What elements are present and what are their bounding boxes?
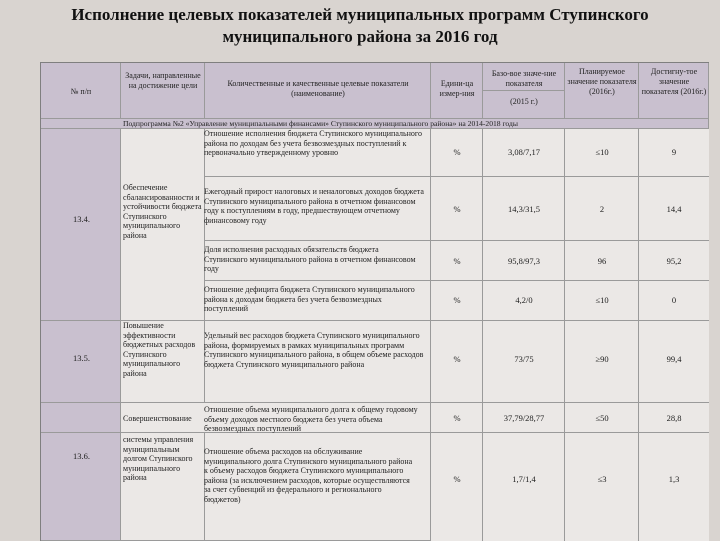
subprogram-title: Подпрограмма №2 «Управление муниципальными финансами» Ступинского муниципального района» на 2014-2018 годы [123, 119, 518, 128]
unit-value: % [453, 295, 461, 305]
base-value: 14,3/31,5 [507, 204, 541, 214]
indicator-text: Удельный вес расходов бюджета Ступинского муниципального района, формируемых в рамках муниципальных программ Ступинского муниципального района, в общем объеме расходов бюджета Ступинского муниципального района [204, 331, 424, 369]
indicator-text: Доля исполнения расходных обязательств бюджета Ступинского муниципального района в отчетном финансовом году [204, 245, 416, 274]
base-value: 1,7/1,4 [512, 474, 536, 484]
header-plan: Планируемое значение показателя (2016г.) [567, 67, 637, 96]
unit-value: % [453, 413, 461, 423]
actual-value: 28,8 [666, 413, 682, 423]
task-text: Совершенствование [123, 414, 192, 423]
actual-value: 14,4 [666, 204, 682, 214]
indicator-text: Отношение объема муниципального долга к общему годовому объему доходов местного бюджета без учета объема безвозмездных поступлений [204, 405, 418, 434]
task-text: Обеспечение сбалансированности и устойчивости бюджета Ступинского муниципального района [123, 183, 202, 240]
group-number: 13.5. [73, 353, 90, 363]
header-task: Задачи, направленные на достижение цели [125, 71, 201, 90]
plan-value: 2 [599, 204, 605, 214]
plan-value: 96 [597, 256, 607, 266]
header-actual: Достигну-тое значение показателя (2016г.) [641, 67, 707, 96]
indicator-text: Отношение объема расходов на обслуживание муниципального долга Ступинского муниципального района к объему расходов бюджета Ступинского муниципального района (за исключением расходов, которые осуществляются за счет субвенций из федерального и регионального бюджетов) [204, 447, 413, 504]
base-value: 37,79/28,77 [503, 413, 545, 423]
group-cell-13-6 [41, 433, 121, 541]
actual-value: 0 [671, 295, 677, 305]
group-number: 13.6. [73, 451, 90, 461]
page-title: Исполнение целевых показателей муниципальных программ Ступинского муниципального района за 2016 год [71, 5, 649, 46]
unit-value: % [453, 256, 461, 266]
plan-value: ≤10 [595, 295, 609, 305]
base-value: 73/75 [514, 354, 534, 364]
indicator-text: Ежегодный прирост налоговых и неналоговых доходов бюджета Ступинского муниципального района в отчетном финансовом году к поступлениям в году, предшествующем отчетному финансовому году [204, 187, 424, 225]
actual-value: 99,4 [666, 354, 682, 364]
group-number: 13.4. [73, 214, 90, 224]
header-indicator: Количественные и качественные целевые показатели (наименование) [227, 79, 409, 98]
header-base: Базо-вое значе-ние показателя [491, 69, 557, 88]
group-cell-13-4 [41, 129, 121, 321]
unit-value: % [453, 147, 461, 157]
plan-value: ≥90 [595, 354, 609, 364]
header-num: № п/п [70, 87, 92, 96]
header-base-year: (2015 г.) [510, 97, 538, 106]
group-cell-blank [41, 403, 121, 433]
indicator-text: Отношение исполнения бюджета Ступинского муниципального района по доходам без учета безвозмездных поступлений к первоначально утвержденному уровню [204, 129, 422, 158]
indicator-text: Отношение дефицита бюджета Ступинского муниципального района к доходам бюджета без учета безвозмездных поступлений [204, 285, 415, 314]
task-text: Повышение эффективности бюджетных расходов Ступинского муниципального района [123, 321, 196, 378]
unit-value: % [453, 474, 461, 484]
actual-value: 9 [671, 147, 677, 157]
plan-value: ≤50 [595, 413, 609, 423]
indicators-table [40, 62, 709, 541]
actual-value: 95,2 [666, 256, 682, 266]
header-unit: Едини-ца измер-ния [439, 79, 475, 98]
unit-value: % [453, 354, 461, 364]
unit-value: % [453, 204, 461, 214]
base-value: 4,2/0 [515, 295, 533, 305]
base-value: 95,8/97,3 [507, 256, 541, 266]
actual-value: 1,3 [668, 474, 680, 484]
task-text: системы управления муниципальным долгом Ступинского муниципального района [123, 435, 194, 483]
plan-value: ≤10 [595, 147, 609, 157]
plan-value: ≤3 [597, 474, 607, 484]
base-value: 3,08/7,17 [507, 147, 541, 157]
